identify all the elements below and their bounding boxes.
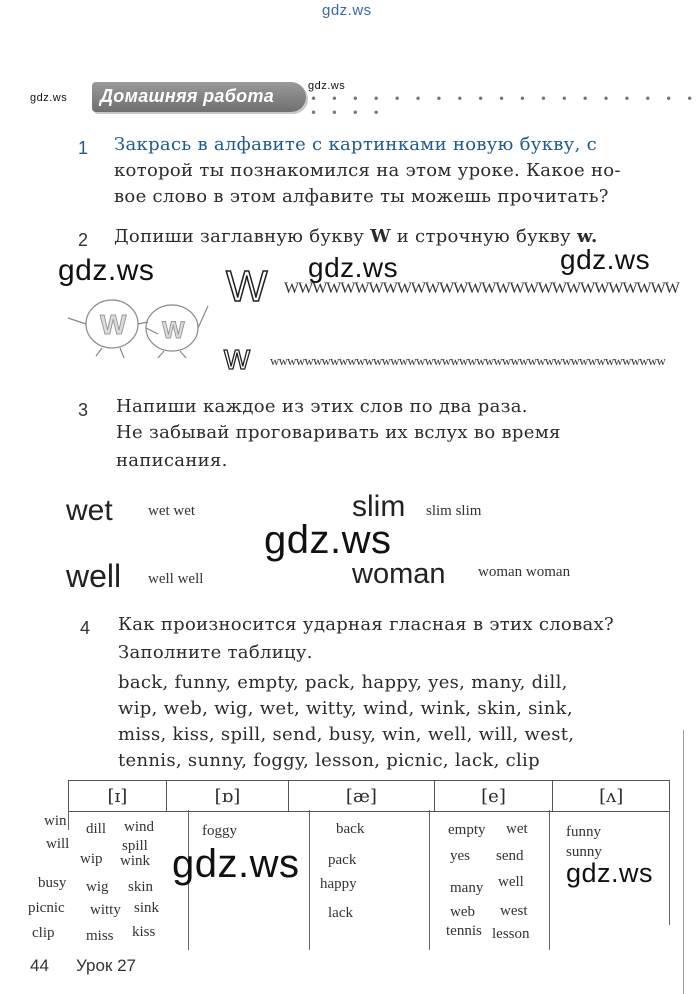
task3-line1: Напиши каждое из этих слов по два раза. xyxy=(116,396,528,417)
col-header-e: [e] xyxy=(434,781,553,812)
cell-word: wink xyxy=(120,853,150,869)
word-well: well xyxy=(66,558,122,594)
task3-line2: Не забывай проговаривать их вслух во время xyxy=(116,422,561,443)
task1-line3: вое слово в этом алфавите ты можешь прочитать? xyxy=(114,186,609,207)
answer-wet: wet wet xyxy=(148,503,196,519)
watermark: gdz.ws xyxy=(560,244,651,275)
cell-word: wet xyxy=(506,821,528,837)
word-woman: woman xyxy=(352,558,446,590)
picture-letter-W: W xyxy=(100,309,127,340)
watermark: gdz.ws xyxy=(172,842,300,886)
letters-picture xyxy=(62,288,212,360)
task4-line1: Как произносится ударная гласная в этих словах? xyxy=(118,614,614,635)
cell-word: sink xyxy=(134,900,160,916)
outside-word: clip xyxy=(32,925,55,941)
task4-words4: tennis, sunny, foggy, lesson, picnic, lack, clip xyxy=(118,750,540,771)
cell-word: yes xyxy=(450,848,470,864)
picture-letter-w: W xyxy=(162,317,185,344)
task4-number: 4 xyxy=(80,618,91,638)
cell-word: witty xyxy=(90,902,121,918)
header-dots: • • • • • • • • • • • • • • • • • • • • • • • xyxy=(310,92,699,120)
table-line xyxy=(309,810,310,950)
cell-word: web xyxy=(450,904,475,920)
watermark-small-left: gdz.ws xyxy=(30,92,68,104)
cell-word: wind xyxy=(124,819,154,835)
big-letter-w: w xyxy=(224,336,250,377)
col-header-i: [ɪ] xyxy=(69,781,167,812)
task1-number: 1 xyxy=(78,138,89,158)
outside-word: win xyxy=(44,813,67,829)
cell-word: miss xyxy=(86,928,114,944)
cell-word: send xyxy=(496,848,524,864)
col-header-o: [ɒ] xyxy=(166,781,288,812)
cell-word: kiss xyxy=(132,924,156,940)
outside-word: picnic xyxy=(28,900,65,916)
word-slim: slim xyxy=(352,490,406,523)
watermark: gdz.ws xyxy=(566,858,654,888)
lesson-label: Урок 27 xyxy=(76,956,137,975)
task2-number: 2 xyxy=(78,230,89,250)
cell-word: dill xyxy=(86,821,107,837)
task4-words3: miss, kiss, spill, send, busy, win, well, will, west, xyxy=(118,724,575,745)
watermark: gdz.ws xyxy=(58,254,155,287)
watermark-top: gdz.ws xyxy=(322,2,372,19)
watermark-small-right: gdz.ws xyxy=(308,80,346,92)
word-wet: wet xyxy=(66,494,113,527)
cell-word: wig xyxy=(86,879,109,895)
watermark: gdz.ws xyxy=(264,518,392,562)
outside-word: will xyxy=(46,836,70,852)
header-title: Домашняя работа xyxy=(100,86,275,106)
cell-word: happy xyxy=(320,876,357,892)
table-line xyxy=(68,810,69,830)
cell-word: lack xyxy=(328,905,353,921)
table-line xyxy=(429,810,430,950)
cell-word: tennis xyxy=(446,923,482,939)
cell-word: funny xyxy=(566,824,601,840)
task4-line2: Заполните таблицу. xyxy=(118,642,313,663)
col-header-ae: [æ] xyxy=(289,781,435,812)
sounds-table xyxy=(68,780,670,812)
cell-word: foggy xyxy=(202,823,237,839)
page-number: 44 xyxy=(30,956,49,975)
task2-upper-row: WWWWWWWWWWWWWWWWWWWWWWWWWWWW xyxy=(284,280,679,297)
cell-word: pack xyxy=(328,852,357,868)
task3-line3: написания. xyxy=(116,450,228,471)
task3-number: 3 xyxy=(78,400,89,420)
cell-word: well xyxy=(498,874,524,890)
task1-line1: Закрась в алфавите с картинками новую букву, с xyxy=(114,134,597,155)
col-header-v: [ʌ] xyxy=(553,781,670,812)
table-line xyxy=(669,810,670,925)
cell-word: empty xyxy=(448,822,486,838)
answer-slim: slim slim xyxy=(426,503,482,519)
big-letter-W: W xyxy=(226,262,268,311)
page-edge xyxy=(683,730,684,994)
cell-word: wip xyxy=(80,851,103,867)
watermark: gdz.ws xyxy=(308,252,399,283)
cell-word: spill xyxy=(122,838,148,854)
answer-woman: woman woman xyxy=(478,564,571,580)
cell-word: back xyxy=(336,821,365,837)
task2-lower-row: wwwwwwwwwwwwwwwwwwwwwwwwwwwwwwwwwwwwwwwwwwwwww xyxy=(270,353,666,368)
cell-word: west xyxy=(500,903,528,919)
task4-words1: back, funny, empty, pack, happy, yes, many, dill, xyxy=(118,672,568,693)
table-line xyxy=(549,810,550,950)
task2-line: Допиши заглавную букву W и строчную букву w. xyxy=(114,226,598,247)
cell-word: sunny xyxy=(566,844,602,860)
cell-word: skin xyxy=(128,879,154,895)
answer-well: well well xyxy=(148,571,204,587)
outside-word: busy xyxy=(38,875,67,891)
cell-word: many xyxy=(450,880,484,896)
cell-word: lesson xyxy=(492,926,530,942)
task1-line2: которой ты познакомился на этом уроке. Какое но- xyxy=(114,160,621,181)
task4-words2: wip, web, wig, wet, witty, wind, wink, skin, sink, xyxy=(118,698,573,719)
